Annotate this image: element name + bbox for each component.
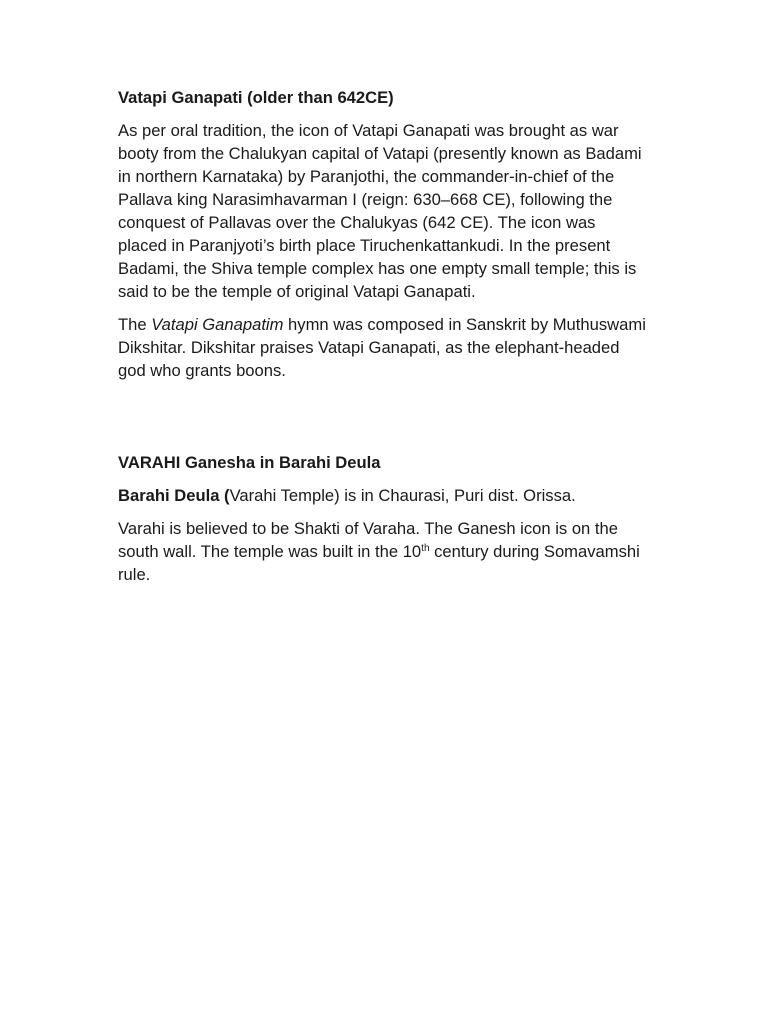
hymn-prefix: The [118,315,152,334]
paragraph-varahi-shakti [118,517,648,586]
section-heading-varahi-ganesha: VARAHI Ganesha in Barahi Deula [118,453,381,472]
paragraph-barahi-deula [118,484,648,507]
hymn-title: Vatapi Ganapatim [151,315,284,334]
section-heading-vatapi-ganapati: Vatapi Ganapati (older than 642CE) [118,88,394,107]
paragraph-oral-tradition: As per oral tradition, the icon of Vatapi Ganapati was brought as war booty from the Chalukyan capital of Vatapi (presently known as Badami in northern Karnataka) by Paranjothi, the commander-in-chief of the Pallava king Narasimhavarman I (reign: 630–668 CE), following the conquest of Pallavas over the Chalukyas (642 CE). The icon was placed in Paranjyoti’s birth place Tiruchenkattankudi. In the present Badami, the Shiva temple complex has one empty small temple; this is said to be the temple of original Vatapi Ganapati. [118,121,642,301]
varahi-text-start: Varahi is believed to be Shakti of Varaha. The Ganesh icon is on the south wall. The temple was built in the 10 [118,519,618,561]
temple-name: Barahi Deula ( [118,486,230,505]
temple-location: Varahi Temple) is in Chaurasi, Puri dist. Orissa. [229,486,576,505]
paragraph-hymn [118,313,648,382]
ordinal-suffix: th [421,543,430,554]
document-body [118,86,648,596]
varahi-text-end: century during Somavamshi rule. [118,542,640,584]
section-spacer [118,392,648,451]
hymn-text: hymn was composed in Sanskrit by Muthuswami Dikshitar. Dikshitar praises Vatapi Ganapati, as the elephant-headed god who grants boons. [118,315,646,380]
